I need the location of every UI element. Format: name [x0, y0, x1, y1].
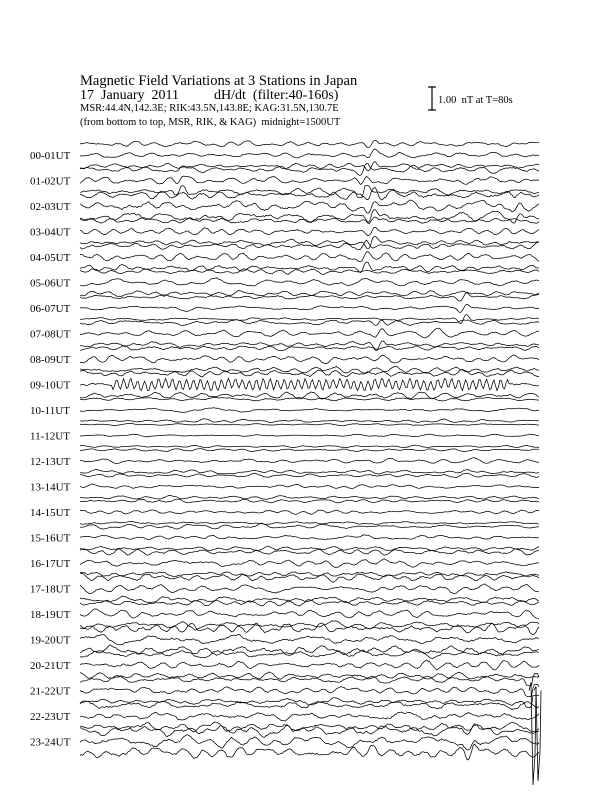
trace-rik-19-20ut: [80, 634, 539, 645]
row-label: 05-06UT: [30, 277, 71, 290]
row-label: 19-20UT: [30, 634, 71, 647]
trace-msr-00-01ut: [80, 162, 539, 171]
trace-kag-21-22ut: [80, 674, 539, 686]
trace-kag-04-05ut: [80, 240, 539, 250]
trace-kag-22-23ut: [80, 701, 539, 710]
trace-kag-11-12ut: [80, 423, 539, 425]
trace-msr-08-09ut: [80, 366, 539, 373]
trace-msr-12-13ut: [80, 470, 539, 475]
trace-kag-14-15ut: [80, 499, 539, 503]
trace-kag-15-16ut: [80, 523, 539, 529]
trace-kag-23-24ut: [80, 724, 539, 737]
trace-rik-15-16ut: [80, 535, 539, 540]
trace-rik-10-11ut: [80, 408, 539, 413]
scale-bar: [428, 87, 436, 110]
trace-rik-23-24ut: [80, 735, 539, 750]
row-label: 13-14UT: [30, 481, 71, 494]
trace-msr-04-05ut: [80, 262, 539, 273]
row-label: 18-19UT: [30, 609, 71, 621]
trace-kag-02-03ut: [80, 188, 539, 200]
trace-msr-23-24ut: [80, 744, 539, 760]
trace-kag-07-08ut: [80, 320, 539, 326]
trace-rik-13-14ut: [80, 484, 539, 489]
row-label: 22-23UT: [30, 711, 71, 723]
trace-rik-08-09ut: [80, 355, 539, 364]
row-label: 16-17UT: [30, 558, 71, 570]
trace-rik-18-19ut: [80, 609, 539, 619]
trace-kag-08-09ut: [80, 346, 539, 351]
row-label: 07-08UT: [30, 328, 71, 341]
trace-kag-20-21ut: [80, 649, 539, 658]
trace-rik-14-15ut: [80, 510, 539, 515]
row-label: 20-21UT: [30, 660, 71, 672]
trace-rik-12-13ut: [80, 458, 539, 464]
trace-kag-16-17ut: [80, 549, 539, 555]
row-label: 03-04UT: [30, 226, 71, 239]
trace-rik-01-02ut: [80, 176, 539, 184]
trace-kag-17-18ut: [80, 573, 539, 582]
trace-msr-22-23ut: [80, 722, 539, 732]
trace-kag-13-14ut: [80, 473, 539, 477]
trace-rik-02-03ut: [80, 200, 539, 213]
trace-msr-20-21ut: [80, 672, 539, 679]
trace-msr-11-12ut: [80, 445, 539, 448]
trace-msr-02-03ut: [80, 210, 539, 223]
row-label: 12-13UT: [30, 456, 71, 468]
scale-bar-label: 1.00 nT at T=80s: [438, 95, 513, 106]
trace-rik-11-12ut: [80, 434, 539, 437]
trace-msr-07-08ut: [80, 341, 539, 351]
trace-rik-16-17ut: [80, 559, 539, 568]
trace-rik-22-23ut: [80, 712, 539, 721]
trace-rik-21-22ut: [80, 685, 539, 697]
trace-msr-14-15ut: [80, 522, 539, 525]
trace-kag-12-13ut: [80, 449, 539, 452]
trace-msr-15-16ut: [80, 546, 539, 551]
row-label: 00-01UT: [30, 150, 71, 162]
trace-rik-03-04ut: [80, 227, 539, 235]
row-label: 23-24UT: [30, 736, 71, 749]
trace-rik-20-21ut: [80, 660, 539, 670]
trace-kag-10-11ut: [80, 397, 539, 401]
chart-title: Magnetic Field Variations at 3 Stations in Japan: [80, 73, 358, 89]
trace-msr-10-11ut: [80, 419, 539, 423]
trace-rik-09-10ut: [80, 379, 539, 391]
trace-rik-07-08ut: [80, 328, 539, 338]
trace-rik-00-01ut: [80, 149, 539, 158]
row-label: 10-11UT: [30, 405, 70, 417]
row-label: 15-16UT: [30, 532, 71, 545]
row-label: 08-09UT: [30, 354, 71, 366]
row-label: 14-15UT: [30, 507, 71, 519]
trace-rik-05-06ut: [80, 278, 539, 286]
trace-msr-13-14ut: [80, 495, 539, 499]
chart-subtitle: 17 January 2011 dH/dt (filter:40-160s): [80, 88, 339, 103]
row-label: 02-03UT: [30, 201, 71, 213]
station-order-note: (from bottom to top, MSR, RIK, & KAG) midnight=1500UT: [80, 117, 341, 128]
row-label: 01-02UT: [30, 175, 71, 188]
row-label: 17-18UT: [30, 583, 71, 596]
row-label: 04-05UT: [30, 252, 71, 264]
trace-rik-17-18ut: [80, 584, 539, 594]
station-coordinates: MSR:44.4N,142.3E; RIK:43.5N,143.8E; KAG:31.5N,130.7E: [80, 103, 339, 114]
row-label: 11-12UT: [30, 430, 70, 443]
trace-rik-06-07ut: [80, 304, 539, 312]
trace-kag-00-01ut: [80, 140, 539, 147]
trace-msr-03-04ut: [80, 237, 539, 249]
row-label: 21-22UT: [30, 685, 71, 698]
trace-kag-05-06ut: [80, 269, 539, 275]
trace-msr-21-22ut: [80, 696, 539, 708]
row-label: 06-07UT: [30, 303, 71, 315]
row-label: 09-10UT: [30, 379, 71, 392]
trace-rik-04-05ut: [80, 252, 539, 262]
